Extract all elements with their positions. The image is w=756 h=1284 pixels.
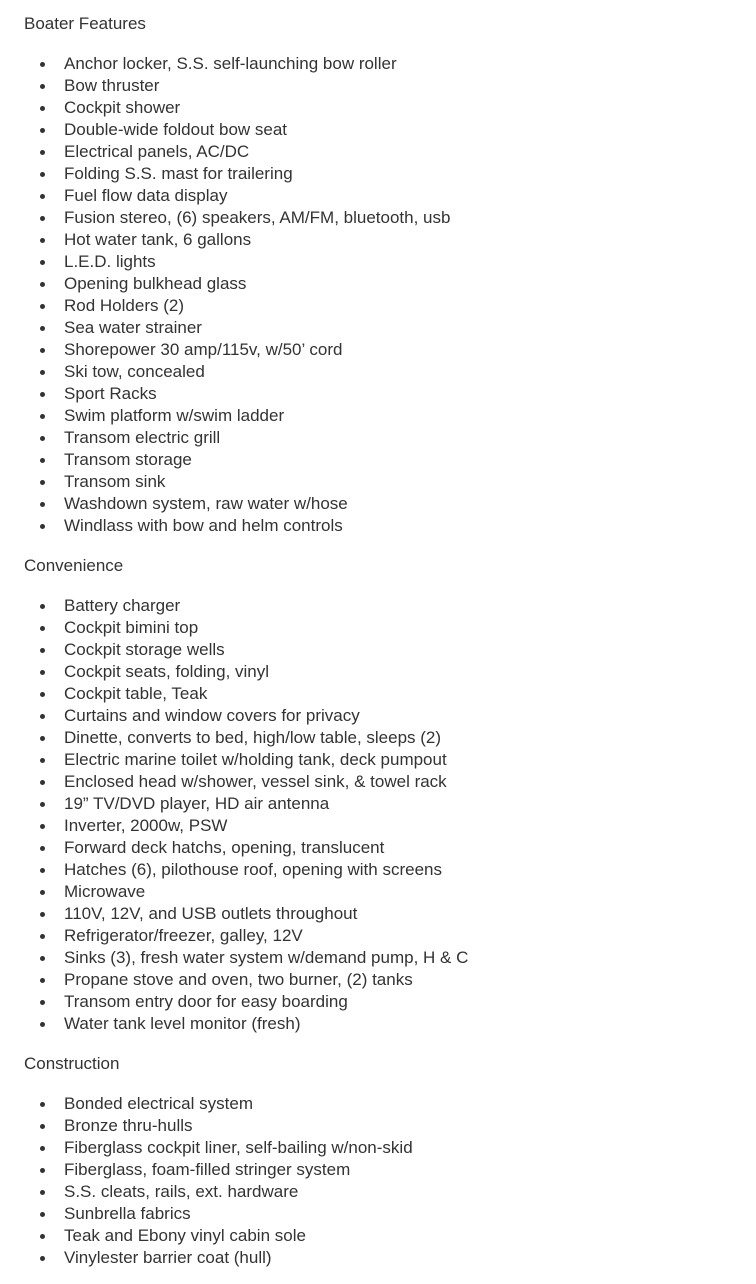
list-item-text: 110V, 12V, and USB outlets throughout	[64, 904, 358, 923]
bullet-icon	[40, 868, 45, 873]
bullet-icon	[40, 348, 45, 353]
list-item	[24, 207, 756, 229]
list-item-text: Sea water strainer	[64, 318, 202, 337]
bullet-icon	[40, 524, 45, 529]
list-item	[24, 1203, 756, 1225]
list-item	[24, 229, 756, 251]
list-item	[24, 881, 756, 903]
bullet-icon	[40, 604, 45, 609]
list-item	[24, 163, 756, 185]
list-item-text: Transom entry door for easy boarding	[64, 992, 348, 1011]
list-item-text: Hatches (6), pilothouse roof, opening with screens	[64, 860, 442, 879]
list-item	[24, 969, 756, 991]
list-item-text: Fiberglass cockpit liner, self-bailing w/non-skid	[64, 1138, 413, 1157]
list-item	[24, 361, 756, 383]
list-item-text: Microwave	[64, 882, 146, 901]
list-item-text: Folding S.S. mast for trailering	[64, 164, 293, 183]
list-item-text: Water tank level monitor (fresh)	[64, 1014, 301, 1033]
bullet-icon	[40, 1190, 45, 1195]
list-item-text: Bonded electrical system	[64, 1094, 253, 1113]
bullet-icon	[40, 1212, 45, 1217]
list-item-text: Cockpit shower	[64, 98, 181, 117]
bullet-icon	[40, 1124, 45, 1129]
list-item	[24, 903, 756, 925]
list-item	[24, 1093, 756, 1115]
section-construction	[24, 1053, 756, 1269]
feature-list	[24, 1093, 756, 1269]
bullet-icon	[40, 1234, 45, 1239]
bullet-icon	[40, 912, 45, 917]
bullet-icon	[40, 304, 45, 309]
bullet-icon	[40, 216, 45, 221]
bullet-icon	[40, 846, 45, 851]
list-item	[24, 705, 756, 727]
list-item	[24, 141, 756, 163]
list-item	[24, 1247, 756, 1269]
list-item	[24, 595, 756, 617]
list-item	[24, 405, 756, 427]
list-item	[24, 119, 756, 141]
list-item	[24, 53, 756, 75]
list-item	[24, 1013, 756, 1035]
section-title: Construction	[24, 1054, 120, 1073]
list-item	[24, 515, 756, 537]
list-item	[24, 837, 756, 859]
list-item	[24, 859, 756, 881]
bullet-icon	[40, 824, 45, 829]
bullet-icon	[40, 802, 45, 807]
section-title: Boater Features	[24, 14, 146, 33]
bullet-icon	[40, 626, 45, 631]
bullet-icon	[40, 758, 45, 763]
list-item-text: Double-wide foldout bow seat	[64, 120, 288, 139]
section-title: Convenience	[24, 556, 124, 575]
list-item-text: Fusion stereo, (6) speakers, AM/FM, bluetooth, usb	[64, 208, 451, 227]
list-item-text: Cockpit storage wells	[64, 640, 225, 659]
list-item	[24, 75, 756, 97]
list-item-text: Sinks (3), fresh water system w/demand pump, H & C	[64, 948, 469, 967]
bullet-icon	[40, 392, 45, 397]
section-boater-features	[24, 13, 756, 537]
bullet-icon	[40, 84, 45, 89]
list-item-text: Opening bulkhead glass	[64, 274, 247, 293]
bullet-icon	[40, 1022, 45, 1027]
list-item	[24, 273, 756, 295]
list-item	[24, 185, 756, 207]
bullet-icon	[40, 436, 45, 441]
bullet-icon	[40, 194, 45, 199]
list-item-text: Cockpit bimini top	[64, 618, 199, 637]
list-item	[24, 383, 756, 405]
list-item-text: Transom sink	[64, 472, 166, 491]
list-item-text: Electric marine toilet w/holding tank, deck pumpout	[64, 750, 447, 769]
list-item-text: Transom storage	[64, 450, 192, 469]
list-item	[24, 449, 756, 471]
list-item-text: Shorepower 30 amp/115v, w/50’ cord	[64, 340, 343, 359]
list-item-text: Inverter, 2000w, PSW	[64, 816, 228, 835]
list-item	[24, 1225, 756, 1247]
list-item-text: Sport Racks	[64, 384, 157, 403]
list-item-text: Forward deck hatchs, opening, translucent	[64, 838, 385, 857]
list-item-text: Fiberglass, foam-filled stringer system	[64, 1160, 351, 1179]
section-convenience	[24, 555, 756, 1035]
list-item-text: S.S. cleats, rails, ext. hardware	[64, 1182, 299, 1201]
bullet-icon	[40, 502, 45, 507]
bullet-icon	[40, 736, 45, 741]
list-item-text: Enclosed head w/shower, vessel sink, & towel rack	[64, 772, 447, 791]
list-item	[24, 925, 756, 947]
bullet-icon	[40, 890, 45, 895]
list-item	[24, 639, 756, 661]
list-item-text: Battery charger	[64, 596, 181, 615]
bullet-icon	[40, 934, 45, 939]
bullet-icon	[40, 414, 45, 419]
list-item	[24, 683, 756, 705]
list-item	[24, 251, 756, 273]
list-item-text: Transom electric grill	[64, 428, 221, 447]
list-item	[24, 727, 756, 749]
list-item-text: Washdown system, raw water w/hose	[64, 494, 348, 513]
list-item-text: Windlass with bow and helm controls	[64, 516, 343, 535]
list-item	[24, 471, 756, 493]
bullet-icon	[40, 1146, 45, 1151]
bullet-icon	[40, 172, 45, 177]
bullet-icon	[40, 648, 45, 653]
list-item-text: L.E.D. lights	[64, 252, 156, 271]
list-item-text: Swim platform w/swim ladder	[64, 406, 285, 425]
bullet-icon	[40, 260, 45, 265]
list-item	[24, 1181, 756, 1203]
bullet-icon	[40, 150, 45, 155]
list-item	[24, 617, 756, 639]
list-item	[24, 339, 756, 361]
list-item	[24, 427, 756, 449]
list-item-text: Teak and Ebony vinyl cabin sole	[64, 1226, 306, 1245]
list-item-text: 19” TV/DVD player, HD air antenna	[64, 794, 330, 813]
bullet-icon	[40, 458, 45, 463]
bullet-icon	[40, 956, 45, 961]
sections-container	[24, 13, 756, 1269]
list-item	[24, 793, 756, 815]
list-item-text: Vinylester barrier coat (hull)	[64, 1248, 272, 1267]
bullet-icon	[40, 326, 45, 331]
list-item	[24, 1137, 756, 1159]
list-item	[24, 97, 756, 119]
list-item	[24, 749, 756, 771]
list-item-text: Cockpit seats, folding, vinyl	[64, 662, 270, 681]
list-item-text: Dinette, converts to bed, high/low table, sleeps (2)	[64, 728, 442, 747]
list-item	[24, 661, 756, 683]
list-item	[24, 771, 756, 793]
bullet-icon	[40, 62, 45, 67]
bullet-icon	[40, 480, 45, 485]
list-item	[24, 317, 756, 339]
list-item	[24, 815, 756, 837]
bullet-icon	[40, 128, 45, 133]
feature-list	[24, 53, 756, 537]
list-item-text: Bow thruster	[64, 76, 160, 95]
bullet-icon	[40, 780, 45, 785]
list-item-text: Ski tow, concealed	[64, 362, 205, 381]
list-item	[24, 1159, 756, 1181]
bullet-icon	[40, 282, 45, 287]
feature-list	[24, 595, 756, 1035]
bullet-icon	[40, 370, 45, 375]
bullet-icon	[40, 978, 45, 983]
list-item	[24, 991, 756, 1013]
bullet-icon	[40, 1256, 45, 1261]
list-item-text: Refrigerator/freezer, galley, 12V	[64, 926, 303, 945]
list-item-text: Curtains and window covers for privacy	[64, 706, 360, 725]
list-item-text: Electrical panels, AC/DC	[64, 142, 250, 161]
list-item-text: Anchor locker, S.S. self-launching bow roller	[64, 54, 397, 73]
list-item-text: Hot water tank, 6 gallons	[64, 230, 252, 249]
list-item	[24, 493, 756, 515]
list-item	[24, 1115, 756, 1137]
list-item-text: Fuel flow data display	[64, 186, 228, 205]
bullet-icon	[40, 1000, 45, 1005]
bullet-icon	[40, 714, 45, 719]
list-item	[24, 295, 756, 317]
bullet-icon	[40, 1168, 45, 1173]
list-item-text: Cockpit table, Teak	[64, 684, 208, 703]
list-item-text: Rod Holders (2)	[64, 296, 184, 315]
list-item	[24, 947, 756, 969]
bullet-icon	[40, 106, 45, 111]
bullet-icon	[40, 1102, 45, 1107]
list-item-text: Propane stove and oven, two burner, (2) tanks	[64, 970, 413, 989]
list-item-text: Sunbrella fabrics	[64, 1204, 191, 1223]
bullet-icon	[40, 692, 45, 697]
list-item-text: Bronze thru-hulls	[64, 1116, 193, 1135]
bullet-icon	[40, 670, 45, 675]
bullet-icon	[40, 238, 45, 243]
